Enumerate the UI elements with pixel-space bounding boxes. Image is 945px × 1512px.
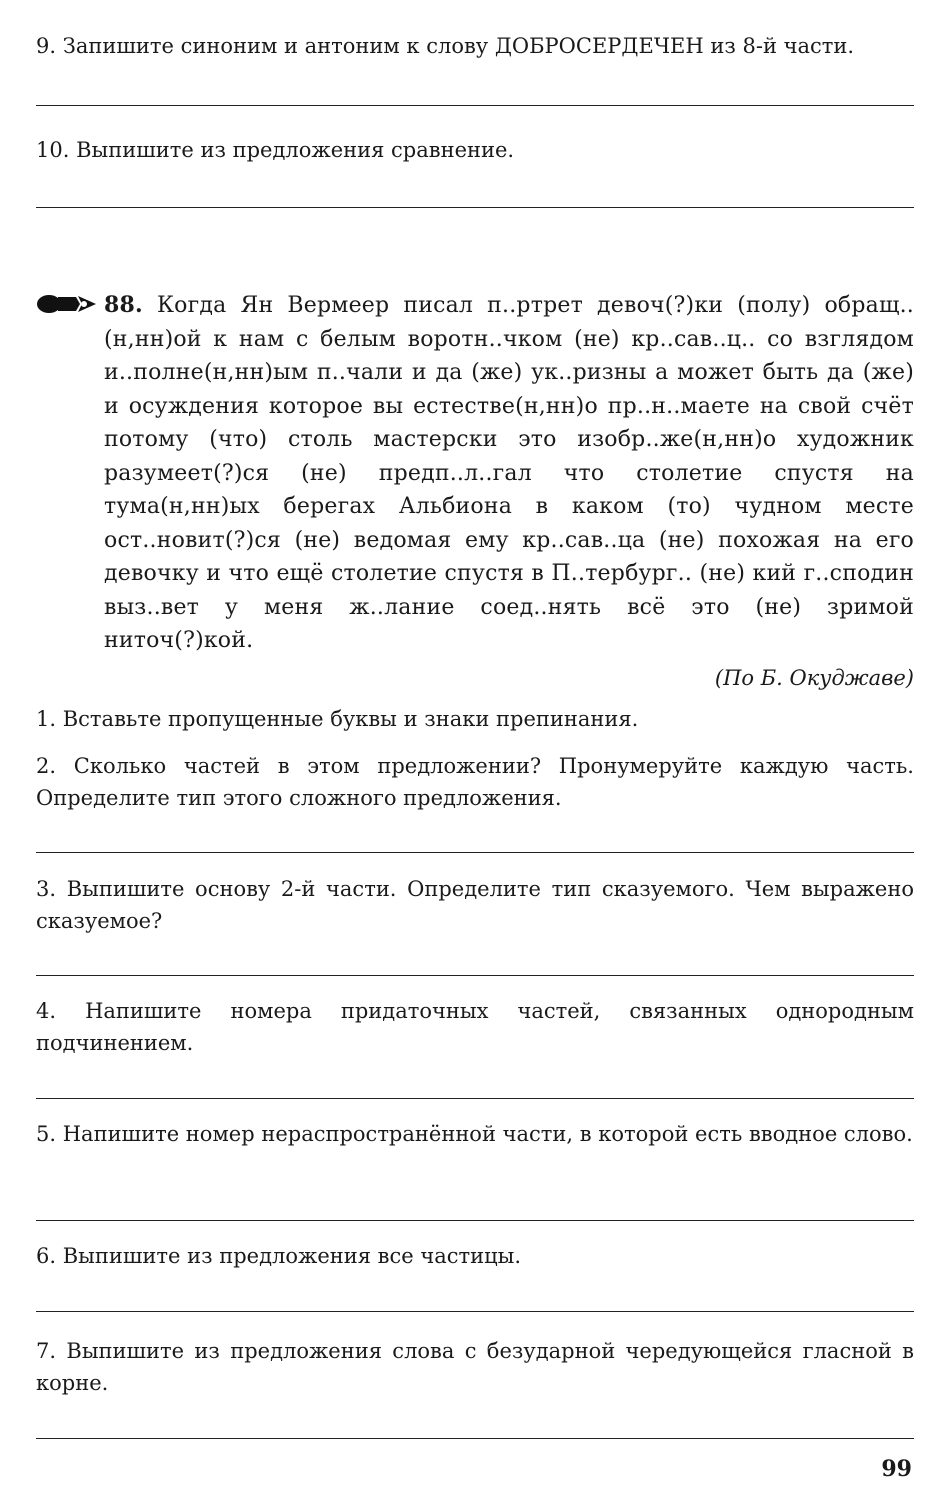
task-number: 1. (36, 707, 57, 731)
task-text: Выпишите основу 2-й части. Определите тип сказуемого. Чем выражено сказуемое? (36, 877, 914, 933)
answer-line (36, 1098, 914, 1099)
task-2 (36, 750, 914, 814)
task-text: Выпишите из предложения все частицы. (62, 1244, 522, 1268)
task-5 (36, 1118, 914, 1150)
answer-line (36, 207, 914, 208)
question-text: Запишите синоним и антоним к слову ДОБРОСЕРДЕЧЕН из 8-й части. (62, 34, 855, 58)
exercise-number: 88. (104, 292, 143, 318)
task-1 (36, 703, 914, 735)
task-text: Выпишите из предложения слова с безударной чередующейся гласной в корне. (36, 1339, 915, 1395)
task-number: 4. (36, 999, 57, 1023)
task-number: 7. (36, 1339, 57, 1363)
task-text: Вставьте пропущенные буквы и знаки препинания. (62, 707, 639, 731)
task-7 (36, 1335, 914, 1399)
exercise-text (104, 289, 914, 658)
task-6 (36, 1240, 914, 1272)
question-text: Выпишите из предложения сравнение. (76, 138, 515, 162)
answer-line (36, 1220, 914, 1221)
task-number: 5. (36, 1122, 57, 1146)
answer-line (36, 1438, 914, 1439)
task-text: Сколько частей в этом предложении? Пронумеруйте каждую часть. Определите тип этого сложного предложения. (36, 754, 914, 810)
task-3 (36, 873, 914, 937)
exercise-source: (По Б. Окуджаве) (714, 666, 914, 690)
task-number: 3. (36, 877, 57, 901)
question-10 (36, 134, 914, 166)
answer-line (36, 975, 914, 976)
exercise-body: Когда Ян Вермеер писал п..ртрет девоч(?)ки (полу) обращ..(н,нн)ой к нам с белым воротн..чком (не) кр..сав..ц.. со взглядом и..полне(н,нн)ым п..чали и да (же) ук..ризны а может быть да (же) и осуждения которое вы естестве(н,нн)о пр..н..маете на свой счёт потому (что) столь мастерски это изобр..же(н,нн)о художник разумеет(?)ся (не) предп..л..гал что столетие спустя на тума(н,нн)ых берегах Альбиона в каком (то) чудном месте ост..новит(?)ся (не) ведомая ему кр..сав..ца (не) похожая на его девочку и что ещё столетие спустя в П..тербург.. (не) кий г..сподин выз..вет у меня ж..лание соед..нять всё это (не) зримой ниточ(?)кой. (104, 293, 914, 653)
task-text: Напишите номера придаточных частей, связанных однородным подчинением. (36, 999, 914, 1055)
task-text: Напишите номер нераспространённой части, в которой есть вводное слово. (62, 1122, 913, 1146)
page-number: 99 (881, 1456, 912, 1482)
answer-line (36, 105, 914, 106)
exercise-marker-icon (36, 293, 100, 315)
task-number: 6. (36, 1244, 57, 1268)
question-number: 9. (36, 34, 57, 58)
answer-line (36, 852, 914, 853)
question-9 (36, 30, 914, 62)
question-number: 10. (36, 138, 70, 162)
task-4 (36, 995, 914, 1059)
task-number: 2. (36, 754, 57, 778)
answer-line (36, 1311, 914, 1312)
